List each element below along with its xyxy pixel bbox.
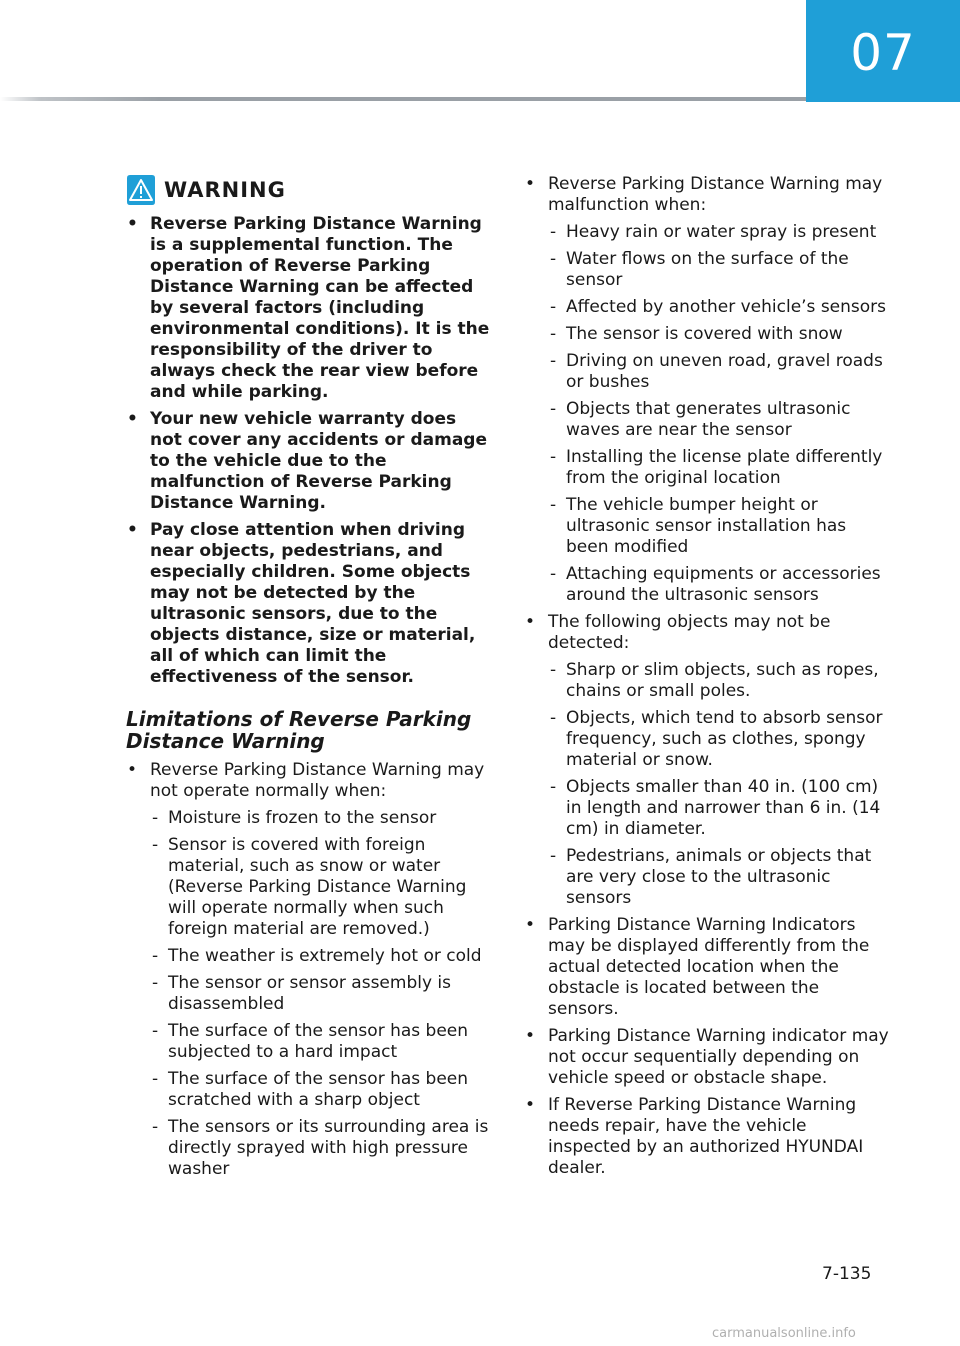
list-item: • If Reverse Parking Distance Warning needs repair, have the vehicle inspected by an authorized HYUNDAI dealer.: [524, 1095, 889, 1179]
sub-list-item: - The surface of the sensor has been subjected to a hard impact: [150, 1021, 491, 1063]
warning-header: [126, 172, 491, 208]
sub-list-item: - The sensor or sensor assembly is disassembled: [150, 973, 491, 1015]
warning-item: • Pay close attention when driving near objects, pedestrians, and especially children. Some objects may not be detected by the ultrasonic sensors, due to the objects distance, size or material, all of which can limit the effectiveness of the sensor.: [126, 520, 491, 688]
warning-item: • Reverse Parking Distance Warning is a supplemental function. The operation of Reverse Parking Distance Warning can be affected by several factors (including environmental conditions). It is the responsibility of the driver to always check the rear view before and while parking.: [126, 214, 491, 403]
sub-list-item: - Objects, which tend to absorb sensor frequency, such as clothes, spongy material or snow.: [548, 708, 889, 771]
warning-title: WARNING: [164, 177, 286, 202]
page-number: 7-135: [822, 1264, 872, 1284]
sub-list-item: - Objects smaller than 40 in. (100 cm) in length and narrower than 6 in. (14 cm) in diameter.: [548, 777, 889, 840]
sub-list-item: - Water flows on the surface of the sensor: [548, 249, 889, 291]
sub-list: [548, 660, 889, 909]
list-item: [524, 174, 889, 606]
sub-list-item: - Objects that generates ultrasonic waves are near the sensor: [548, 399, 889, 441]
list-item: [524, 612, 889, 909]
warning-list: [126, 214, 491, 688]
limitations-list-left: [126, 760, 491, 1180]
sub-list-item: - The vehicle bumper height or ultrasonic sensor installation has been modified: [548, 495, 889, 558]
sub-list-item: - Moisture is frozen to the sensor: [150, 808, 491, 829]
sub-list: [150, 808, 491, 1180]
warning-triangle-icon: [126, 173, 156, 207]
sub-list-item: - The sensor is covered with snow: [548, 324, 889, 345]
sub-list-item: - The sensors or its surrounding area is directly sprayed with high pressure washer: [150, 1117, 491, 1180]
list-item: • Parking Distance Warning indicator may not occur sequentially depending on vehicle speed or obstacle shape.: [524, 1026, 889, 1089]
sub-list-item: - Sensor is covered with foreign material, such as snow or water (Reverse Parking Distance Warning will operate normally when such foreign material are removed.): [150, 835, 491, 940]
section-title: Limitations of Reverse Parking Distance Warning: [126, 707, 472, 753]
list-item-text: Reverse Parking Distance Warning may malfunction when:: [548, 174, 883, 215]
watermark: carmanualsonline.info: [712, 1326, 856, 1341]
sub-list-item: - Affected by another vehicle’s sensors: [548, 297, 889, 318]
sub-list-item: - Sharp or slim objects, such as ropes, chains or small poles.: [548, 660, 889, 702]
list-item-text: Reverse Parking Distance Warning may not operate normally when:: [150, 760, 485, 801]
sub-list-item: - Attaching equipments or accessories around the ultrasonic sensors: [548, 564, 889, 606]
sub-list-item: - Installing the license plate differently from the original location: [548, 447, 889, 489]
sub-list-item: - The weather is extremely hot or cold: [150, 946, 491, 967]
sub-list-item: - The surface of the sensor has been scratched with a sharp object: [150, 1069, 491, 1111]
sub-list-item: - Heavy rain or water spray is present: [548, 222, 889, 243]
sub-list-item: - Driving on uneven road, gravel roads or bushes: [548, 351, 889, 393]
sub-list: [548, 222, 889, 606]
right-column: [524, 174, 889, 1185]
warning-item: • Your new vehicle warranty does not cover any accidents or damage to the vehicle due to the malfunction of Reverse Parking Distance Warning.: [126, 409, 491, 514]
sub-list-item: - Pedestrians, animals or objects that are very close to the ultrasonic sensors: [548, 846, 889, 909]
limitations-list-right: [524, 174, 889, 1179]
list-item-text: The following objects may not be detected:: [548, 612, 831, 653]
list-item: • Parking Distance Warning Indicators may be displayed differently from the actual detected location when the obstacle is located between the sensors.: [524, 915, 889, 1020]
left-column: [126, 172, 491, 1186]
list-item: [126, 760, 491, 1180]
chapter-tab: 07: [806, 0, 960, 102]
header-rule: [0, 97, 806, 101]
